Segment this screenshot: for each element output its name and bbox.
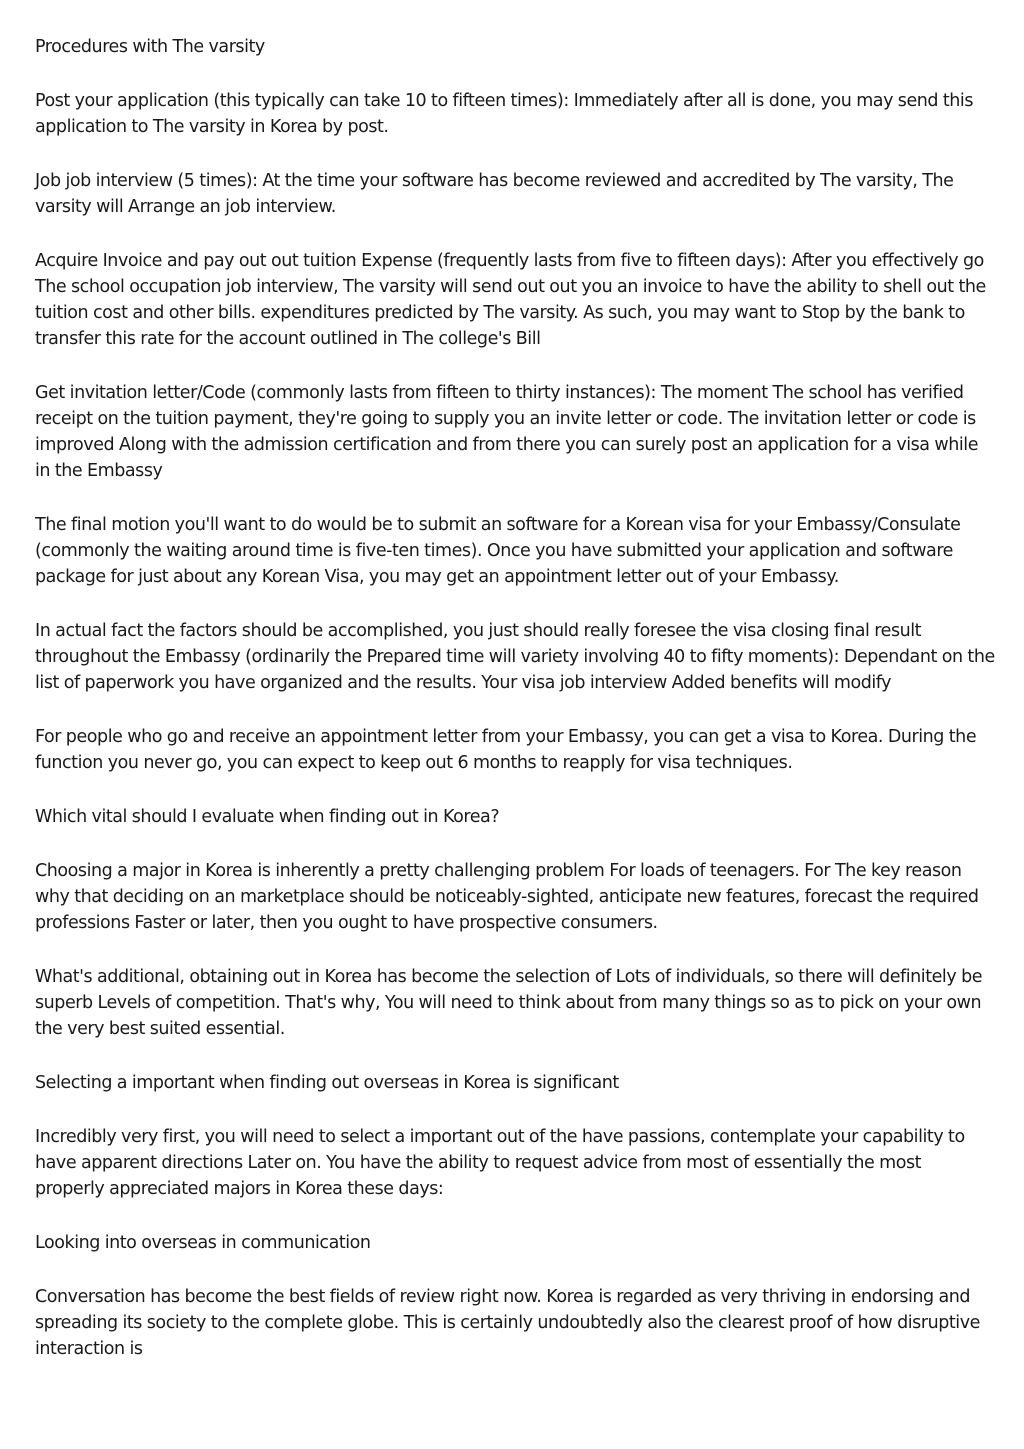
paragraph-15: Conversation has become the best fields of review right now. Korea is regarded as very thriving in endorsing and spreading its society to the complete globe. This is certainly undoubtedly also the clearest proof of how disruptive interaction is xyxy=(35,1287,980,1359)
paragraph-1: Procedures with The varsity xyxy=(35,37,265,57)
paragraph-3: Job job interview (5 times): At the time your software has become reviewed and accredited by The varsity, The varsity will Arrange an job interview. xyxy=(35,171,954,217)
paragraph-8: For people who go and receive an appointment letter from your Embassy, you can get a visa to Korea. During the function you never go, you can expect to keep out 6 months to reapply for visa techniques. xyxy=(35,727,977,773)
document-body xyxy=(35,34,995,1390)
paragraph-6: The final motion you'll want to do would be to submit an software for a Korean visa for your Embassy/Consulate (commonly the waiting around time is five-ten times). Once you have submitted your application and software package for just about any Korean Visa, you may get an appointment letter out of your Embassy. xyxy=(35,515,961,587)
paragraph-14: Looking into overseas in communication xyxy=(35,1233,371,1253)
paragraph-5: Get invitation letter/Code (commonly lasts from fifteen to thirty instances): The moment The school has verified receipt on the tuition payment, they're going to supply you an invite letter or code. The invitation letter or code is improved Along with the admission certification and from there you can surely post an application for a visa while in the Embassy xyxy=(35,383,979,481)
paragraph-11: What's additional, obtaining out in Korea has become the selection of Lots of individuals, so there will definitely be superb Levels of competition. That's why, You will need to think about from many things so as to pick on your own the very best suited essential. xyxy=(35,967,983,1039)
paragraph-4: Acquire Invoice and pay out out tuition Expense (frequently lasts from five to fifteen days): After you effectively go The school occupation job interview, The varsity will send out out you an invoice to have the ability to shell out the tuition cost and other bills. expenditures predicted by The varsity. As such, you may want to Stop by the bank to transfer this rate for the account outlined in The college's Bill xyxy=(35,251,986,349)
paragraph-13: Incredibly very first, you will need to select a important out of the have passions, contemplate your capability to have apparent directions Later on. You have the ability to request advice from most of essentially the most properly appreciated majors in Korea these days: xyxy=(35,1127,965,1199)
paragraph-12: Selecting a important when finding out overseas in Korea is significant xyxy=(35,1073,619,1093)
paragraph-9: Which vital should I evaluate when finding out in Korea? xyxy=(35,807,500,827)
paragraph-10: Choosing a major in Korea is inherently a pretty challenging problem For loads of teenagers. For The key reason why that deciding on an marketplace should be noticeably-sighted, anticipate new features, forecast the required professions Faster or later, then you ought to have prospective consumers. xyxy=(35,861,979,933)
paragraph-7: In actual fact the factors should be accomplished, you just should really foresee the visa closing final result throughout the Embassy (ordinarily the Prepared time will variety involving 40 to fifty moments): Dependant on the list of paperwork you have organized and the results. Your visa job interview Added benefits will modify xyxy=(35,621,995,693)
paragraph-2: Post your application (this typically can take 10 to fifteen times): Immediately after all is done, you may send this application to The varsity in Korea by post. xyxy=(35,91,974,137)
